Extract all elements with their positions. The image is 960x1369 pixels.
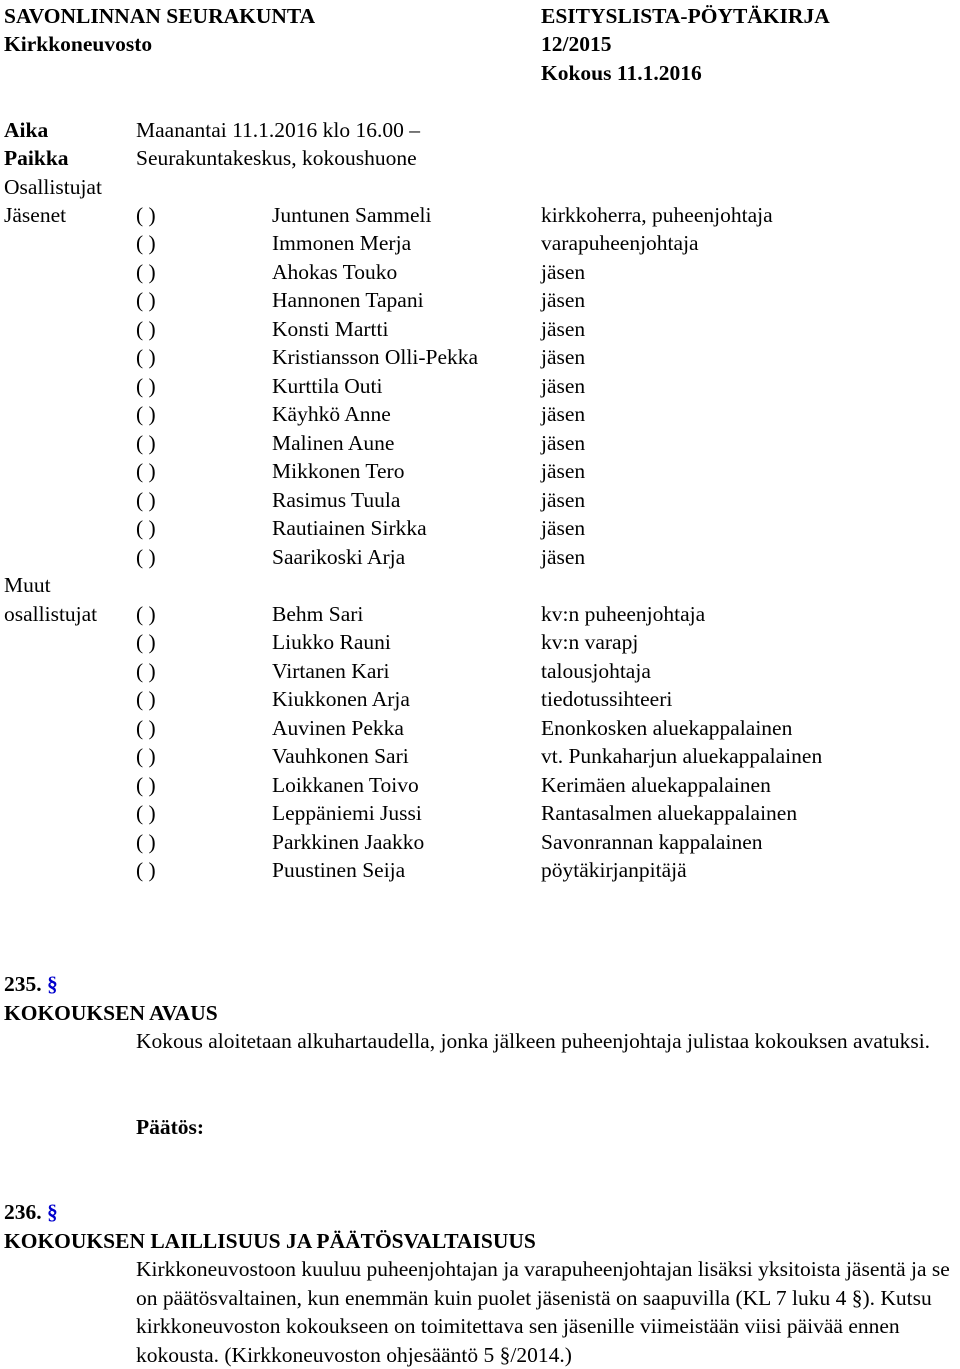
attendance-checkbox: ( ) xyxy=(136,830,156,854)
participant-role: vt. Punkaharjun aluekappalainen xyxy=(541,744,823,768)
section-235-number xyxy=(4,974,58,996)
participant-name: Leppäniemi Jussi xyxy=(272,801,422,825)
attendance-checkbox: ( ) xyxy=(136,231,156,255)
aika-label: Aika xyxy=(4,118,49,142)
member-role: jäsen xyxy=(541,402,586,426)
member-name: Kristiansson Olli-Pekka xyxy=(272,345,479,369)
participant-name: Virtanen Kari xyxy=(272,659,390,683)
member-role: jäsen xyxy=(541,459,586,483)
member-name: Kurttila Outi xyxy=(272,374,383,398)
attendance-checkbox: ( ) xyxy=(136,288,156,312)
section-link[interactable]: § xyxy=(47,972,58,996)
participant-role: pöytäkirjanpitäjä xyxy=(541,858,687,882)
section-number: 236. xyxy=(4,1200,42,1224)
section-number: 235. xyxy=(4,972,42,996)
participant-name: Behm Sari xyxy=(272,602,364,626)
participant-row xyxy=(0,661,960,689)
org-name: SAVONLINNAN SEURAKUNTA xyxy=(4,4,316,28)
attendance-checkbox: ( ) xyxy=(136,317,156,341)
member-name: Rautiainen Sirkka xyxy=(272,516,427,540)
member-name: Ahokas Touko xyxy=(272,260,398,284)
participant-role: Enonkosken aluekappalainen xyxy=(541,716,793,740)
participant-name: Puustinen Seija xyxy=(272,858,406,882)
members-label: Jäsenet xyxy=(4,203,67,227)
participant-name: Vauhkonen Sari xyxy=(272,744,409,768)
attendance-checkbox: ( ) xyxy=(136,516,156,540)
others-label: Muut xyxy=(4,573,51,597)
member-row xyxy=(0,433,960,461)
participant-row xyxy=(0,775,960,803)
member-name: Konsti Martti xyxy=(272,317,389,341)
section-236-text: Kirkkoneuvostoon kuuluu puheenjohtajan ja varapuheenjohtajan lisäksi yksitoista jäsentä ja se on päätösvaltainen, kun enemmän kuin puolet jäsenistä on saapuvilla (KL 7 luku 4 §). Kutsu kirkkoneuvoston kokoukseen on toimitettava sen jäsenille viimeistään viisi päivää ennen kokousta. (Kirkkoneuvoston ohjesääntö 5 §/2014.) xyxy=(136,1257,950,1367)
member-row xyxy=(0,404,960,432)
member-name: Saarikoski Arja xyxy=(272,545,406,569)
paikka-label: Paikka xyxy=(4,146,69,170)
section-235-text: Kokous aloitetaan alkuhartaudella, jonka jälkeen puheenjohtaja julistaa kokouksen avatuksi. xyxy=(136,1029,931,1053)
participant-row xyxy=(0,832,960,860)
doc-number: 12/2015 xyxy=(541,32,612,56)
attendance-checkbox: ( ) xyxy=(136,716,156,740)
attendance-checkbox: ( ) xyxy=(136,659,156,683)
attendance-checkbox: ( ) xyxy=(136,488,156,512)
section-236-number xyxy=(4,1202,58,1224)
participant-row xyxy=(0,604,960,632)
participant-row xyxy=(0,803,960,831)
member-role: kirkkoherra, puheenjohtaja xyxy=(541,203,773,227)
member-row xyxy=(0,518,960,546)
attendance-checkbox: ( ) xyxy=(136,744,156,768)
participant-name: Parkkinen Jaakko xyxy=(272,830,425,854)
member-role: varapuheenjohtaja xyxy=(541,231,699,255)
member-role: jäsen xyxy=(541,345,586,369)
participant-name: Loikkanen Toivo xyxy=(272,773,419,797)
member-name: Käyhkö Anne xyxy=(272,402,391,426)
member-name: Mikkonen Tero xyxy=(272,459,405,483)
member-row xyxy=(0,262,960,290)
aika-value: Maanantai 11.1.2016 klo 16.00 – xyxy=(136,118,421,142)
attendance-checkbox: ( ) xyxy=(136,203,156,227)
member-row xyxy=(0,490,960,518)
member-name: Malinen Aune xyxy=(272,431,395,455)
attendance-checkbox: ( ) xyxy=(136,858,156,882)
member-row xyxy=(0,233,960,261)
member-row xyxy=(0,461,960,489)
attendance-checkbox: ( ) xyxy=(136,345,156,369)
participant-role: talousjohtaja xyxy=(541,659,651,683)
member-row xyxy=(0,547,960,575)
participant-row xyxy=(0,860,960,888)
participant-row xyxy=(0,632,960,660)
member-row xyxy=(0,290,960,318)
member-role: jäsen xyxy=(541,317,586,341)
participant-row xyxy=(0,689,960,717)
osallistujat-label: Osallistujat xyxy=(4,175,102,199)
participant-role: Rantasalmen aluekappalainen xyxy=(541,801,798,825)
member-row xyxy=(0,347,960,375)
participant-name: Liukko Rauni xyxy=(272,630,391,654)
participant-row xyxy=(0,718,960,746)
participant-row xyxy=(0,746,960,774)
body-name: Kirkkoneuvosto xyxy=(4,32,153,56)
member-name: Immonen Merja xyxy=(272,231,412,255)
participant-role: kv:n puheenjohtaja xyxy=(541,602,706,626)
member-role: jäsen xyxy=(541,516,586,540)
attendance-checkbox: ( ) xyxy=(136,545,156,569)
meeting-date: Kokous 11.1.2016 xyxy=(541,61,702,85)
participant-role: tiedotussihteeri xyxy=(541,687,673,711)
member-row xyxy=(0,319,960,347)
attendance-checkbox: ( ) xyxy=(136,459,156,483)
doc-type: ESITYSLISTA-PÖYTÄKIRJA xyxy=(541,4,830,28)
attendance-checkbox: ( ) xyxy=(136,260,156,284)
participant-role: kv:n varapj xyxy=(541,630,639,654)
decision-label: Päätös: xyxy=(136,1115,205,1139)
member-role: jäsen xyxy=(541,431,586,455)
attendance-checkbox: ( ) xyxy=(136,630,156,654)
attendance-checkbox: ( ) xyxy=(136,402,156,426)
paikka-value: Seurakuntakeskus, kokoushuone xyxy=(136,146,417,170)
others-label-2: osallistujat xyxy=(4,602,98,626)
attendance-checkbox: ( ) xyxy=(136,801,156,825)
member-name: Juntunen Sammeli xyxy=(272,203,432,227)
member-name: Hannonen Tapani xyxy=(272,288,424,312)
attendance-checkbox: ( ) xyxy=(136,602,156,626)
member-role: jäsen xyxy=(541,260,586,284)
member-row xyxy=(0,376,960,404)
participant-role: Kerimäen aluekappalainen xyxy=(541,773,771,797)
member-role: jäsen xyxy=(541,374,586,398)
participant-name: Kiukkonen Arja xyxy=(272,687,410,711)
attendance-checkbox: ( ) xyxy=(136,431,156,455)
section-236-title: KOKOUKSEN LAILLISUUS JA PÄÄTÖSVALTAISUUS xyxy=(4,1229,536,1253)
section-235-title: KOKOUKSEN AVAUS xyxy=(4,1001,218,1025)
section-link[interactable]: § xyxy=(47,1200,58,1224)
member-role: jäsen xyxy=(541,545,586,569)
participant-name: Auvinen Pekka xyxy=(272,716,404,740)
member-row xyxy=(0,205,960,233)
member-name: Rasimus Tuula xyxy=(272,488,401,512)
attendance-checkbox: ( ) xyxy=(136,687,156,711)
attendance-checkbox: ( ) xyxy=(136,773,156,797)
member-role: jäsen xyxy=(541,288,586,312)
participant-role: Savonrannan kappalainen xyxy=(541,830,763,854)
attendance-checkbox: ( ) xyxy=(136,374,156,398)
member-role: jäsen xyxy=(541,488,586,512)
